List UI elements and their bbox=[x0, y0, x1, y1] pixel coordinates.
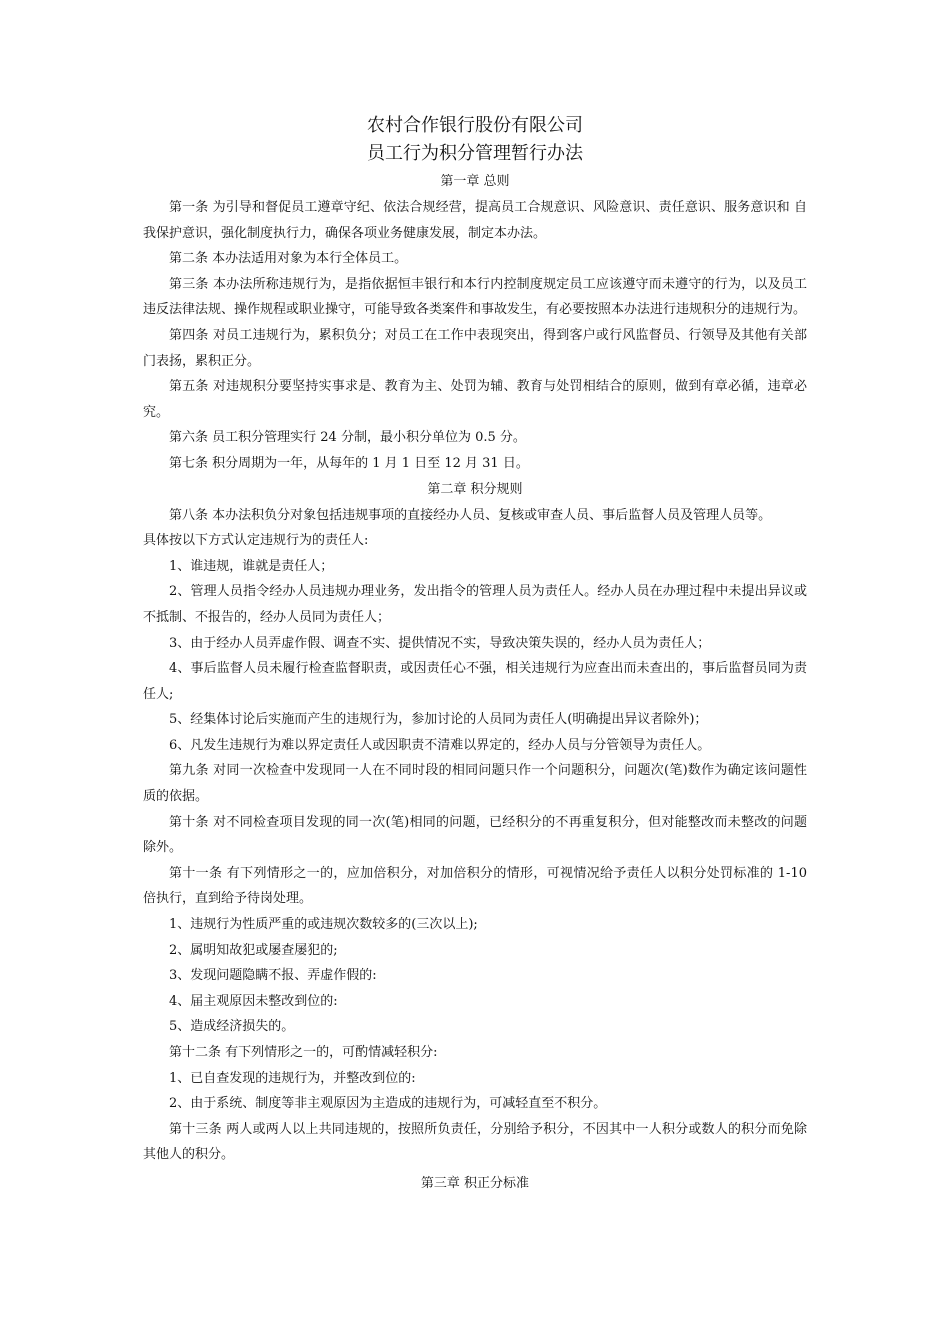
intro-paragraph: 具体按以下方式认定违规行为的责任人: bbox=[143, 533, 369, 549]
document-page bbox=[143, 112, 807, 1197]
article-paragraph: 第六条 员工积分管理实行 24 分制，最小积分单位为 0.5 分。 bbox=[169, 430, 526, 446]
article-paragraph: 5、经集体讨论后实施而产生的违规行为，参加讨论的人员同为责任人(明确提出异议者除外)； bbox=[169, 712, 708, 728]
article-paragraph: 2、由于系统、制度等非主观原因为主造成的违规行为，可减轻直至不积分。 bbox=[169, 1096, 607, 1112]
article-paragraph: 3、由于经办人员弄虚作假、调查不实、提供情况不实，导致决策失误的，经办人员为责任人； bbox=[169, 635, 711, 651]
chapter-heading: 第三章 积正分标准 bbox=[420, 1175, 530, 1191]
article-paragraph: 6、凡发生违规行为难以界定责任人或因职责不清难以界定的，经办人员与分管领导为责任人。 bbox=[169, 737, 711, 753]
chapter-heading: 第一章 总则 bbox=[440, 174, 510, 189]
article-paragraph: 4、事后监督人员未履行检查监督职责，或因责任心不强，相关违规行为应查出而未查出的，事后监督员同为责任人; bbox=[143, 661, 807, 702]
article-paragraph: 第一条 为引导和督促员工遵章守纪、依法合规经营，提高员工合规意识、风险意识、责任意识、服务意识和 自我保护意识，强化制度执行力，确保各项业务健康发展，制定本办法。 bbox=[143, 200, 807, 241]
article-paragraph: 2、属明知故犯或屡查屡犯的; bbox=[169, 942, 338, 958]
article-paragraph: 第九条 对同一次检查中发现同一人在不同时段的相同问题只作一个问题积分，问题次(笔)数作为确定该问题性质的依据。 bbox=[143, 763, 807, 805]
article-paragraph: 第十三条 两人或两人以上共同违规的，按照所负责任，分别给予积分，不因其中一人积分或数人的积分而免除其他人的积分。 bbox=[143, 1121, 807, 1163]
article-paragraph: 第十条 对不同检查项目发现的同一次(笔)相同的问题，已经积分的不再重复积分，但对能整改而未整改的问题除外。 bbox=[143, 814, 807, 856]
article-paragraph: 第十二条 有下列情形之一的，可酌情减轻积分: bbox=[169, 1045, 438, 1060]
article-paragraph: 4、届主观原因未整改到位的: bbox=[169, 993, 338, 1009]
article-paragraph: 第八条 本办法积负分对象包括违规事项的直接经办人员、复核或审查人员、事后监督人员及管理人员等。 bbox=[169, 507, 772, 523]
article-paragraph: 1、已自查发现的违规行为，并整改到位的: bbox=[169, 1070, 416, 1086]
article-paragraph: 第三条 本办法所称违规行为，是指依据恒丰银行和本行内控制度规定员工应该遵守而未遵守的行为，以及员工违反法律法规、操作规程或职业操守，可能导致各类案件和事故发生，有必要按照本办法进行违规积分的违规行为。 bbox=[143, 276, 807, 318]
article-paragraph: 第二条 本办法适用对象为本行全体员工。 bbox=[169, 251, 408, 267]
article-paragraph: 第四条 对员工违规行为，累积负分；对员工在工作中表现突出，得到客户或行风监督员、行领导及其他有关部门表扬，累积正分。 bbox=[143, 327, 807, 369]
article-paragraph: 2、管理人员指令经办人员违规办理业务，发出指令的管理人员为责任人。经办人员在办理过程中未提出异议或不抵制、不报告的，经办人员同为责任人； bbox=[143, 584, 807, 625]
article-paragraph: 第七条 积分周期为一年，从每年的 1 月 1 日至 12 月 31 日。 bbox=[169, 455, 529, 471]
article-paragraph: 第五条 对违规积分要坚持实事求是、教育为主、处罚为辅、教育与处罚相结合的原则，做到有章必循，违章必究。 bbox=[143, 379, 807, 420]
article-paragraph: 5、造成经济损失的。 bbox=[169, 1019, 295, 1035]
article-paragraph: 1、违规行为性质严重的或违规次数较多的(三次以上); bbox=[169, 917, 478, 933]
article-paragraph: 第十一条 有下列情形之一的，应加倍积分，对加倍积分的情形，可视情况给予责任人以积分处罚标准的 1-10 倍执行，直到给予待岗处理。 bbox=[143, 865, 807, 907]
article-paragraph: 3、发现问题隐瞒不报、弄虚作假的: bbox=[169, 968, 377, 984]
article-paragraph: 1、谁违规，谁就是责任人； bbox=[169, 558, 334, 574]
document-subtitle: 员工行为积分管理暂行办法 bbox=[367, 143, 583, 164]
document-title: 农村合作银行股份有限公司 bbox=[367, 115, 583, 136]
chapter-heading: 第二章 积分规则 bbox=[427, 481, 523, 497]
